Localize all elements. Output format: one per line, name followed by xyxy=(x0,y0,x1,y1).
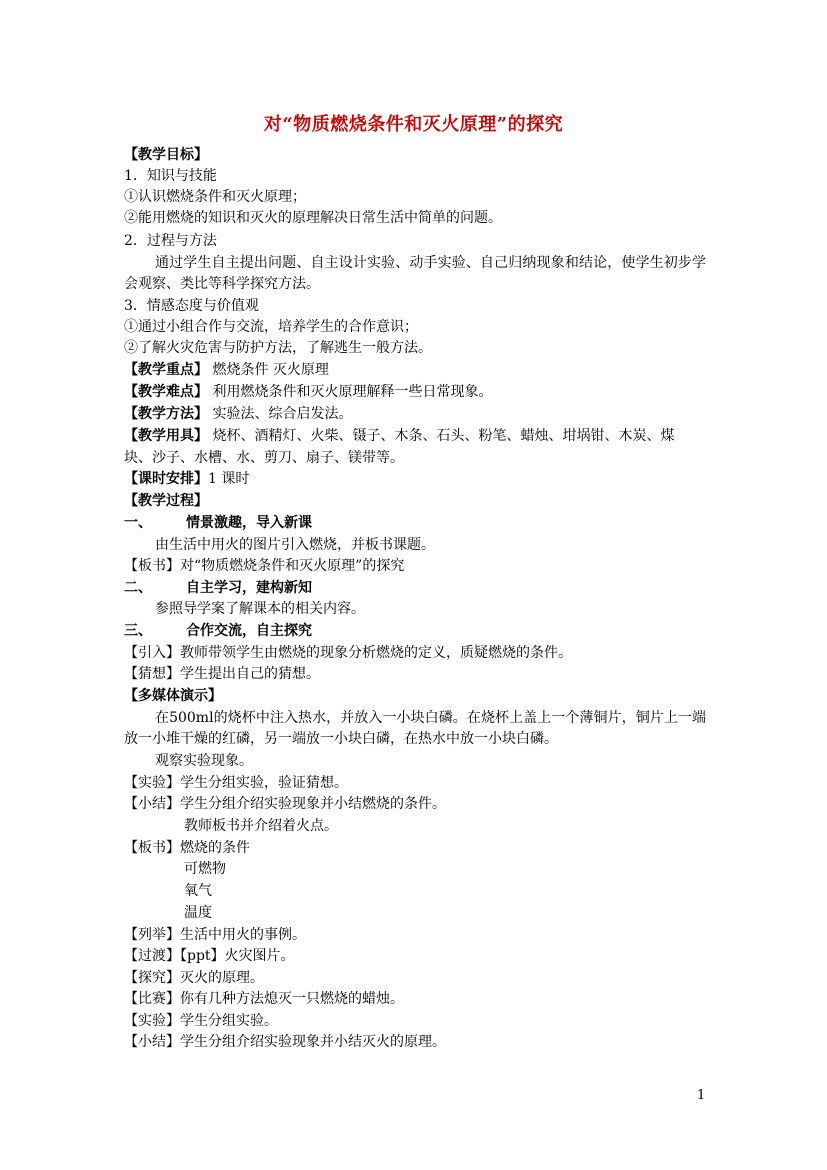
section1-heading xyxy=(124,513,312,534)
list-line: 【列举】生活中用火的事例。 xyxy=(124,927,306,943)
section1-board: 【板书】对“物质燃烧条件和灭火原理”的探究 xyxy=(124,558,405,574)
tools-label: 【教学用具】 xyxy=(124,428,208,444)
goal3-item1: ①通过小组合作与交流，培养学生的合作意识； xyxy=(124,319,418,335)
methods-text: 实验法、综合启发法。 xyxy=(208,406,353,422)
methods-label: 【教学方法】 xyxy=(124,406,208,422)
tools-row xyxy=(124,426,674,447)
experiment1-line: 【实验】学生分组实验，验证猜想。 xyxy=(124,775,348,791)
methods-row xyxy=(124,404,352,425)
schedule-row xyxy=(124,469,249,490)
key-points-text: 燃烧条件 灭火原理 xyxy=(208,362,329,378)
goals-heading: 【教学目标】 xyxy=(124,147,208,163)
goal2-heading: 2．过程与方法 xyxy=(124,233,217,249)
goal3-item2: ②了解火灾危害与防护方法，了解逃生一般方法。 xyxy=(124,340,432,356)
intro-line: 【引入】教师带领学生由燃烧的现象分析燃烧的定义，质疑燃烧的条件。 xyxy=(124,645,572,661)
condition-fuel: 可燃物 xyxy=(184,861,226,877)
media-heading: 【多媒体演示】 xyxy=(124,688,222,704)
section2-number: 二、 xyxy=(124,580,152,596)
goal1-item1: ①认识燃烧条件和灭火原理； xyxy=(124,189,306,205)
schedule-text: 1 课时 xyxy=(208,471,250,487)
tools-text-line1: 烧杯、酒精灯、火柴、镊子、木条、石头、粉笔、蜡烛、坩埚钳、木炭、煤 xyxy=(208,428,675,444)
schedule-label: 【课时安排】 xyxy=(124,471,208,487)
difficulties-row xyxy=(124,382,492,403)
section2-heading xyxy=(124,578,312,599)
section1-number: 一、 xyxy=(124,515,152,531)
contest-line: 【比赛】你有几种方法熄灭一只燃烧的蜡烛。 xyxy=(124,991,404,1007)
section1-text: 由生活中用火的图片引入燃烧，并板书课题。 xyxy=(155,537,435,553)
goal2-text: 通过学生自主提出问题、自主设计实验、动手实验、自己归纳现象和结论，使学生初步学会观察、类比等科学探究方法。 xyxy=(124,255,706,292)
goal1-item2: ②能用燃烧的知识和灭火的原理解决日常生活中简单的问题。 xyxy=(124,210,502,226)
explore-line: 【探究】灭火的原理。 xyxy=(124,970,264,986)
summary1-line: 【小结】学生分组介绍实验现象并小结燃烧的条件。 xyxy=(124,796,446,812)
goal3-heading: 3．情感态度与价值观 xyxy=(124,298,259,314)
condition-oxygen: 氧气 xyxy=(184,883,212,899)
teacher-board-line: 教师板书并介绍着火点。 xyxy=(184,818,338,834)
media-text: 在500ml的烧杯中注入热水，并放入一小块白磷。在烧杯上盖上一个薄铜片，铜片上一端放一小堆干燥的红磷，另一端放一小块白磷，在热水中放一小块白磷。 xyxy=(124,710,706,747)
key-points-row xyxy=(124,360,329,381)
summary2-line: 【小结】学生分组介绍实验现象并小结灭火的原理。 xyxy=(124,1034,446,1050)
transition-line: 【过渡】【ppt】火灾图片。 xyxy=(124,948,295,964)
key-points-label: 【教学重点】 xyxy=(124,362,208,378)
document-title: 对“物质燃烧条件和灭火原理”的探究 xyxy=(263,114,564,135)
tools-text-line2: 块、沙子、水槽、水、剪刀、扇子、镁带等。 xyxy=(124,450,404,466)
difficulties-text: 利用燃烧条件和灭火原理解释一些日常现象。 xyxy=(208,384,493,400)
section2-title: 自主学习，建构新知 xyxy=(186,580,312,596)
experiment2-line: 【实验】学生分组实验。 xyxy=(124,1013,278,1029)
section1-title: 情景激趣，导入新课 xyxy=(186,515,312,531)
section2-text: 参照导学案了解课本的相关内容。 xyxy=(155,601,365,617)
process-heading: 【教学过程】 xyxy=(124,493,208,509)
board2-line: 【板书】燃烧的条件 xyxy=(124,840,250,856)
section3-title: 合作交流，自主探究 xyxy=(186,623,312,639)
page-number: 1 xyxy=(697,1088,706,1103)
observe-line: 观察实验现象。 xyxy=(155,753,253,769)
goal1-heading: 1．知识与技能 xyxy=(124,168,217,184)
guess-line: 【猜想】学生提出自己的猜想。 xyxy=(124,666,320,682)
difficulties-label: 【教学难点】 xyxy=(124,384,208,400)
condition-temperature: 温度 xyxy=(184,905,212,921)
section3-number: 三、 xyxy=(124,623,152,639)
section3-heading xyxy=(124,621,312,642)
